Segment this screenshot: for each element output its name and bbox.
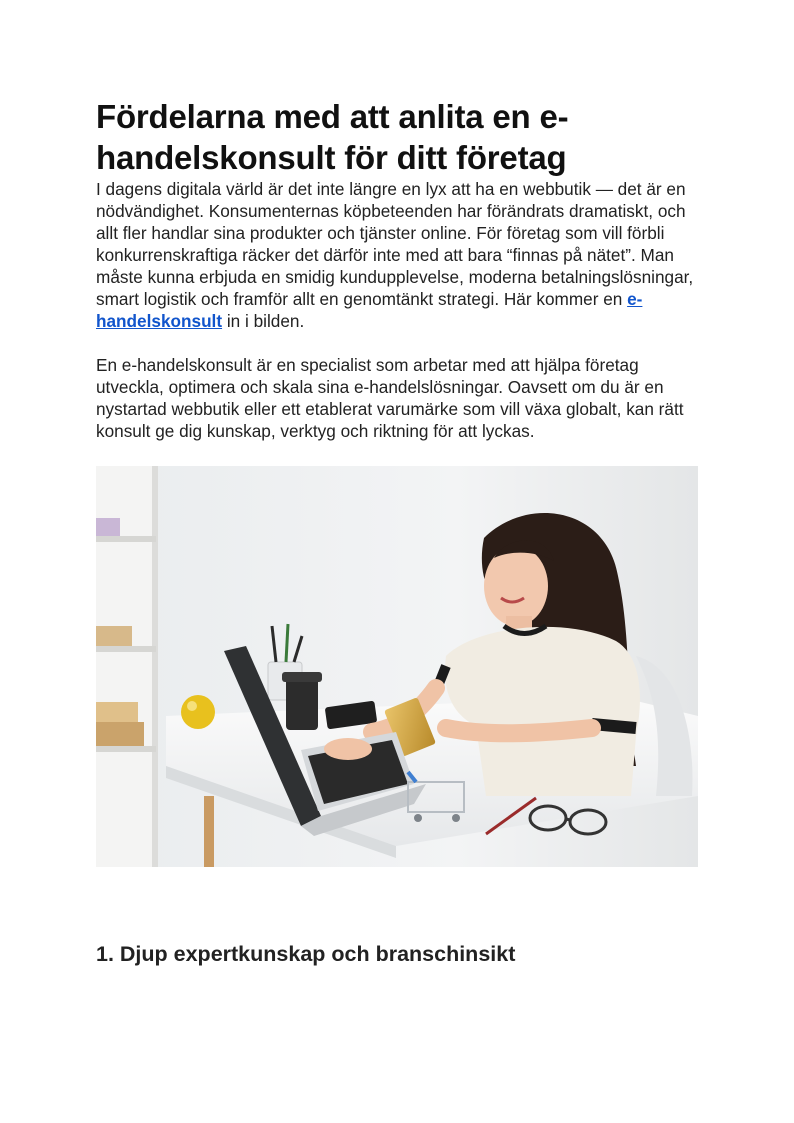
- second-paragraph: En e-handelskonsult är en specialist som arbetar med att hjälpa företag utveckla, optimera och skala sina e-handelslösningar. Oavsett om du är en nystartad webbutik eller ett etablerat varumärke som vill växa globalt, kan rätt konsult ge dig kunskap, verktyg och riktning för att lyckas.: [96, 355, 684, 441]
- section-heading-1: 1. Djup expertkunskap och branschinsikt: [96, 942, 516, 966]
- intro-text-end: in i bilden.: [222, 311, 305, 331]
- consultant-link[interactable]: e-handelskonsult: [96, 289, 643, 331]
- intro-paragraph: [96, 178, 698, 332]
- woman-with-laptop-photo: [96, 466, 698, 867]
- article: [96, 96, 698, 967]
- intro-text: I dagens digitala värld är det inte längre en lyx att ha en webbutik — det är en nödvändighet. Konsumenternas köpbeteenden har förändrats dramatiskt, och allt fler handlar sina produkter och tjänster online. För företag som vill förbli konkurrenskraftiga räcker det därför inte med att bara “finnas på nätet”. Man måste kunna erbjuda en smidig kundupplevelse, moderna betalningslösningar, smart logistik och framför allt en genomtänkt strategi. Här kommer en: [96, 179, 694, 309]
- page-title: Fördelarna med att anlita en e-handelskonsult för ditt företag: [96, 98, 569, 176]
